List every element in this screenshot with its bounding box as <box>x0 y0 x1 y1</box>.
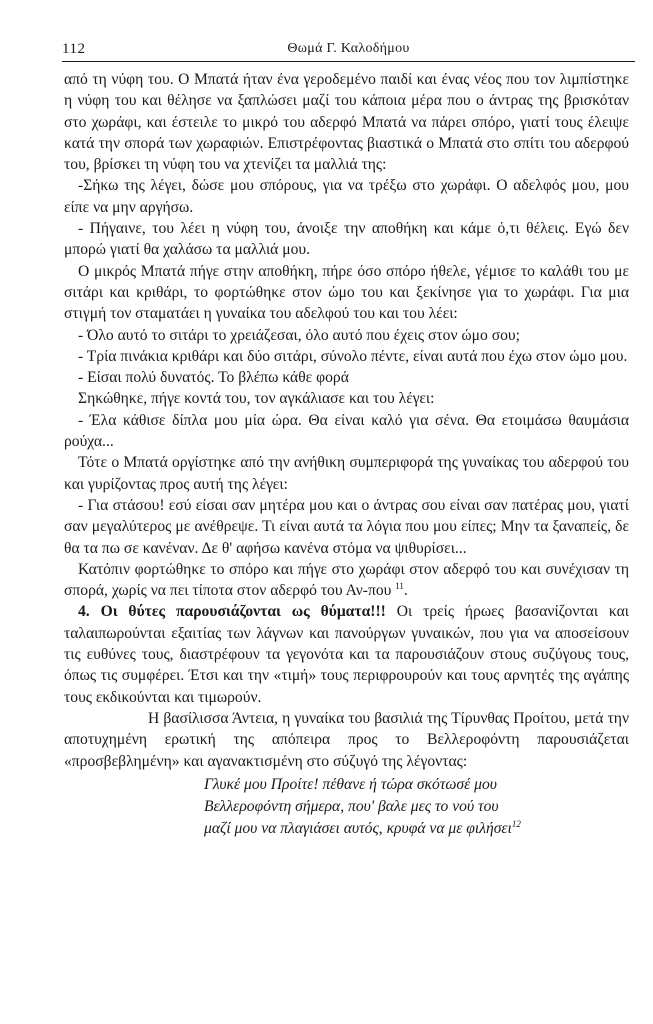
paragraph: -Σήκω της λέγει, δώσε μου σπόρους, για να τρέξω στο χωράφι. Ο αδελφός μου, μου είπε να μην αργήσω. <box>64 177 629 216</box>
poem-line <box>204 818 629 840</box>
page-header <box>62 33 635 62</box>
section-text: Οι τρείς ήρωες βασανίζονται και ταλαιπωρούνται εξαιτίας των λάγνων και πανούργων γυναικών, που για να αποσείσουν τις ευθύνες τους, διαστρέφουν τα γεγονότα και τα παρουσιάζουν στους συζύγους τους, όπως τις συμφέρει. Έτσι και την «τιμή» τους περιφρουρούν και τους αρνητές της αγάπης τους εκδικούνται και τιμωρούν. <box>64 603 629 706</box>
paragraph-text: Κατόπιν φορτώθηκε το σπόρο και πήγε στο χωράφι στον αδερφό του και συνέχισαν τη σπορά, χωρίς να πει τίποτα στον αδερφό του Αν-που <box>64 560 629 600</box>
poem-line: Βελλεροφόντη σήμερα, που' βαλε μες το νού του <box>204 797 499 815</box>
body-text <box>64 69 629 840</box>
paragraph: Τότε ο Μπατά οργίστηκε από την ανήθικη συμπεριφορά της γυναίκας του αδερφού του και γυρίζοντας προς αυτή της λέγει: <box>64 454 629 493</box>
paragraph: - Τρία πινάκια κριθάρι και δύο σιτάρι, σύνολο πέντε, είναι αυτά που έχω στον ώμο μου. <box>78 347 628 365</box>
poem-line-text: μαζί μου να πλαγιάσει αυτός, κρυφά να με φιλήσει <box>204 819 512 837</box>
section-heading: 4. Οι θύτες παρουσιάζονται ως θύματα!!! <box>78 603 386 621</box>
paragraph: - Όλο αυτό το σιτάρι το χρειάζεσαι, όλο αυτό που έχεις στον ώμο σου; <box>78 326 520 344</box>
paragraph: - Έλα κάθισε δίπλα μου μία ώρα. Θα είναι καλό για σένα. Θα ετοιμάσω θαυμάσια ρούχα... <box>64 411 629 451</box>
poem-quote <box>204 774 629 840</box>
paragraph: Η βασίλισσα Άντεια, η γυναίκα του βασιλιά της Τίρυνθας Προίτου, μετά την αποτυχημένη ερωτική της απόπειρα προς το Βελλεροφόντη παρουσιάζεται «προσβεβλημένη» και αγανακτισμένη στο σύζυγό της λέγοντας: <box>64 709 629 770</box>
paragraph: από τη νύφη του. Ο Μπατά ήταν ένα γεροδεμένο παιδί και ένας νέος που τον λιμπίστηκε η νύφη του και θέλησε να ξαπλώσει μαζί του κάποια μέρα που ο άντρας της βρισκόταν στο χωράφι, και έστειλε το μικρό του αδερφό Μπατά να πάρει σπόρο, γιατί τους έλειψε κατά την σπορά των χωραφιών. Επιστρέφοντας βιαστικά ο Μπατά στο σπίτι του αδερφού του, βρίσκει τη νύφη του να χτενίζει τα μαλλιά της: <box>64 71 629 174</box>
paragraph-end: . <box>403 582 408 600</box>
paragraph: - Πήγαινε, του λέει η νύφη του, άνοιξε την αποθήκη και κάμε ό,τι θέλεις. Εγώ δεν μπορώ γιατί θα χαλάσω τα μαλλιά μου. <box>64 220 629 259</box>
paragraph: - Για στάσου! εσύ είσαι σαν μητέρα μου και ο άντρας σου είναι σαν πατέρας μου, γιατί σαν μεγαλύτερος με ανέθρεψε. Τι είναι αυτά τα λόγια που μου είπες; Μην τα ξαναπείς, δε θα τα πω σε κανέναν. Δε θ' αφήσω κανένα στόμα να ψιθυρίσει... <box>64 496 629 557</box>
section-paragraph <box>64 601 629 707</box>
paragraph: Σηκώθηκε, πήγε κοντά του, τον αγκάλιασε και του λέγει: <box>78 390 435 408</box>
paragraph: Ο μικρός Μπατά πήγε στην αποθήκη, πήρε όσο σπόρο ήθελε, γέμισε το καλάθι του με σιτάρι και κριθάρι, το φορτώθηκε στον ώμο του και ξεκίνησε για το χωράφι. Για μια στιγμή τον σταματάει η γυναίκα του αδελφού του και του λέει: <box>64 262 629 323</box>
footnote-ref: 11 <box>395 580 404 591</box>
page-number: 112 <box>62 41 86 57</box>
running-head: Θωμά Γ. Καλοδήμου <box>287 41 410 56</box>
poem-line: Γλυκέ μου Προίτε! πέθανε ή τώρα σκότωσέ μου <box>204 775 497 793</box>
footnote-ref: 12 <box>511 818 521 829</box>
paragraph: - Είσαι πολύ δυνατός. Το βλέπω κάθε φορά <box>78 369 349 387</box>
paragraph <box>64 559 629 602</box>
